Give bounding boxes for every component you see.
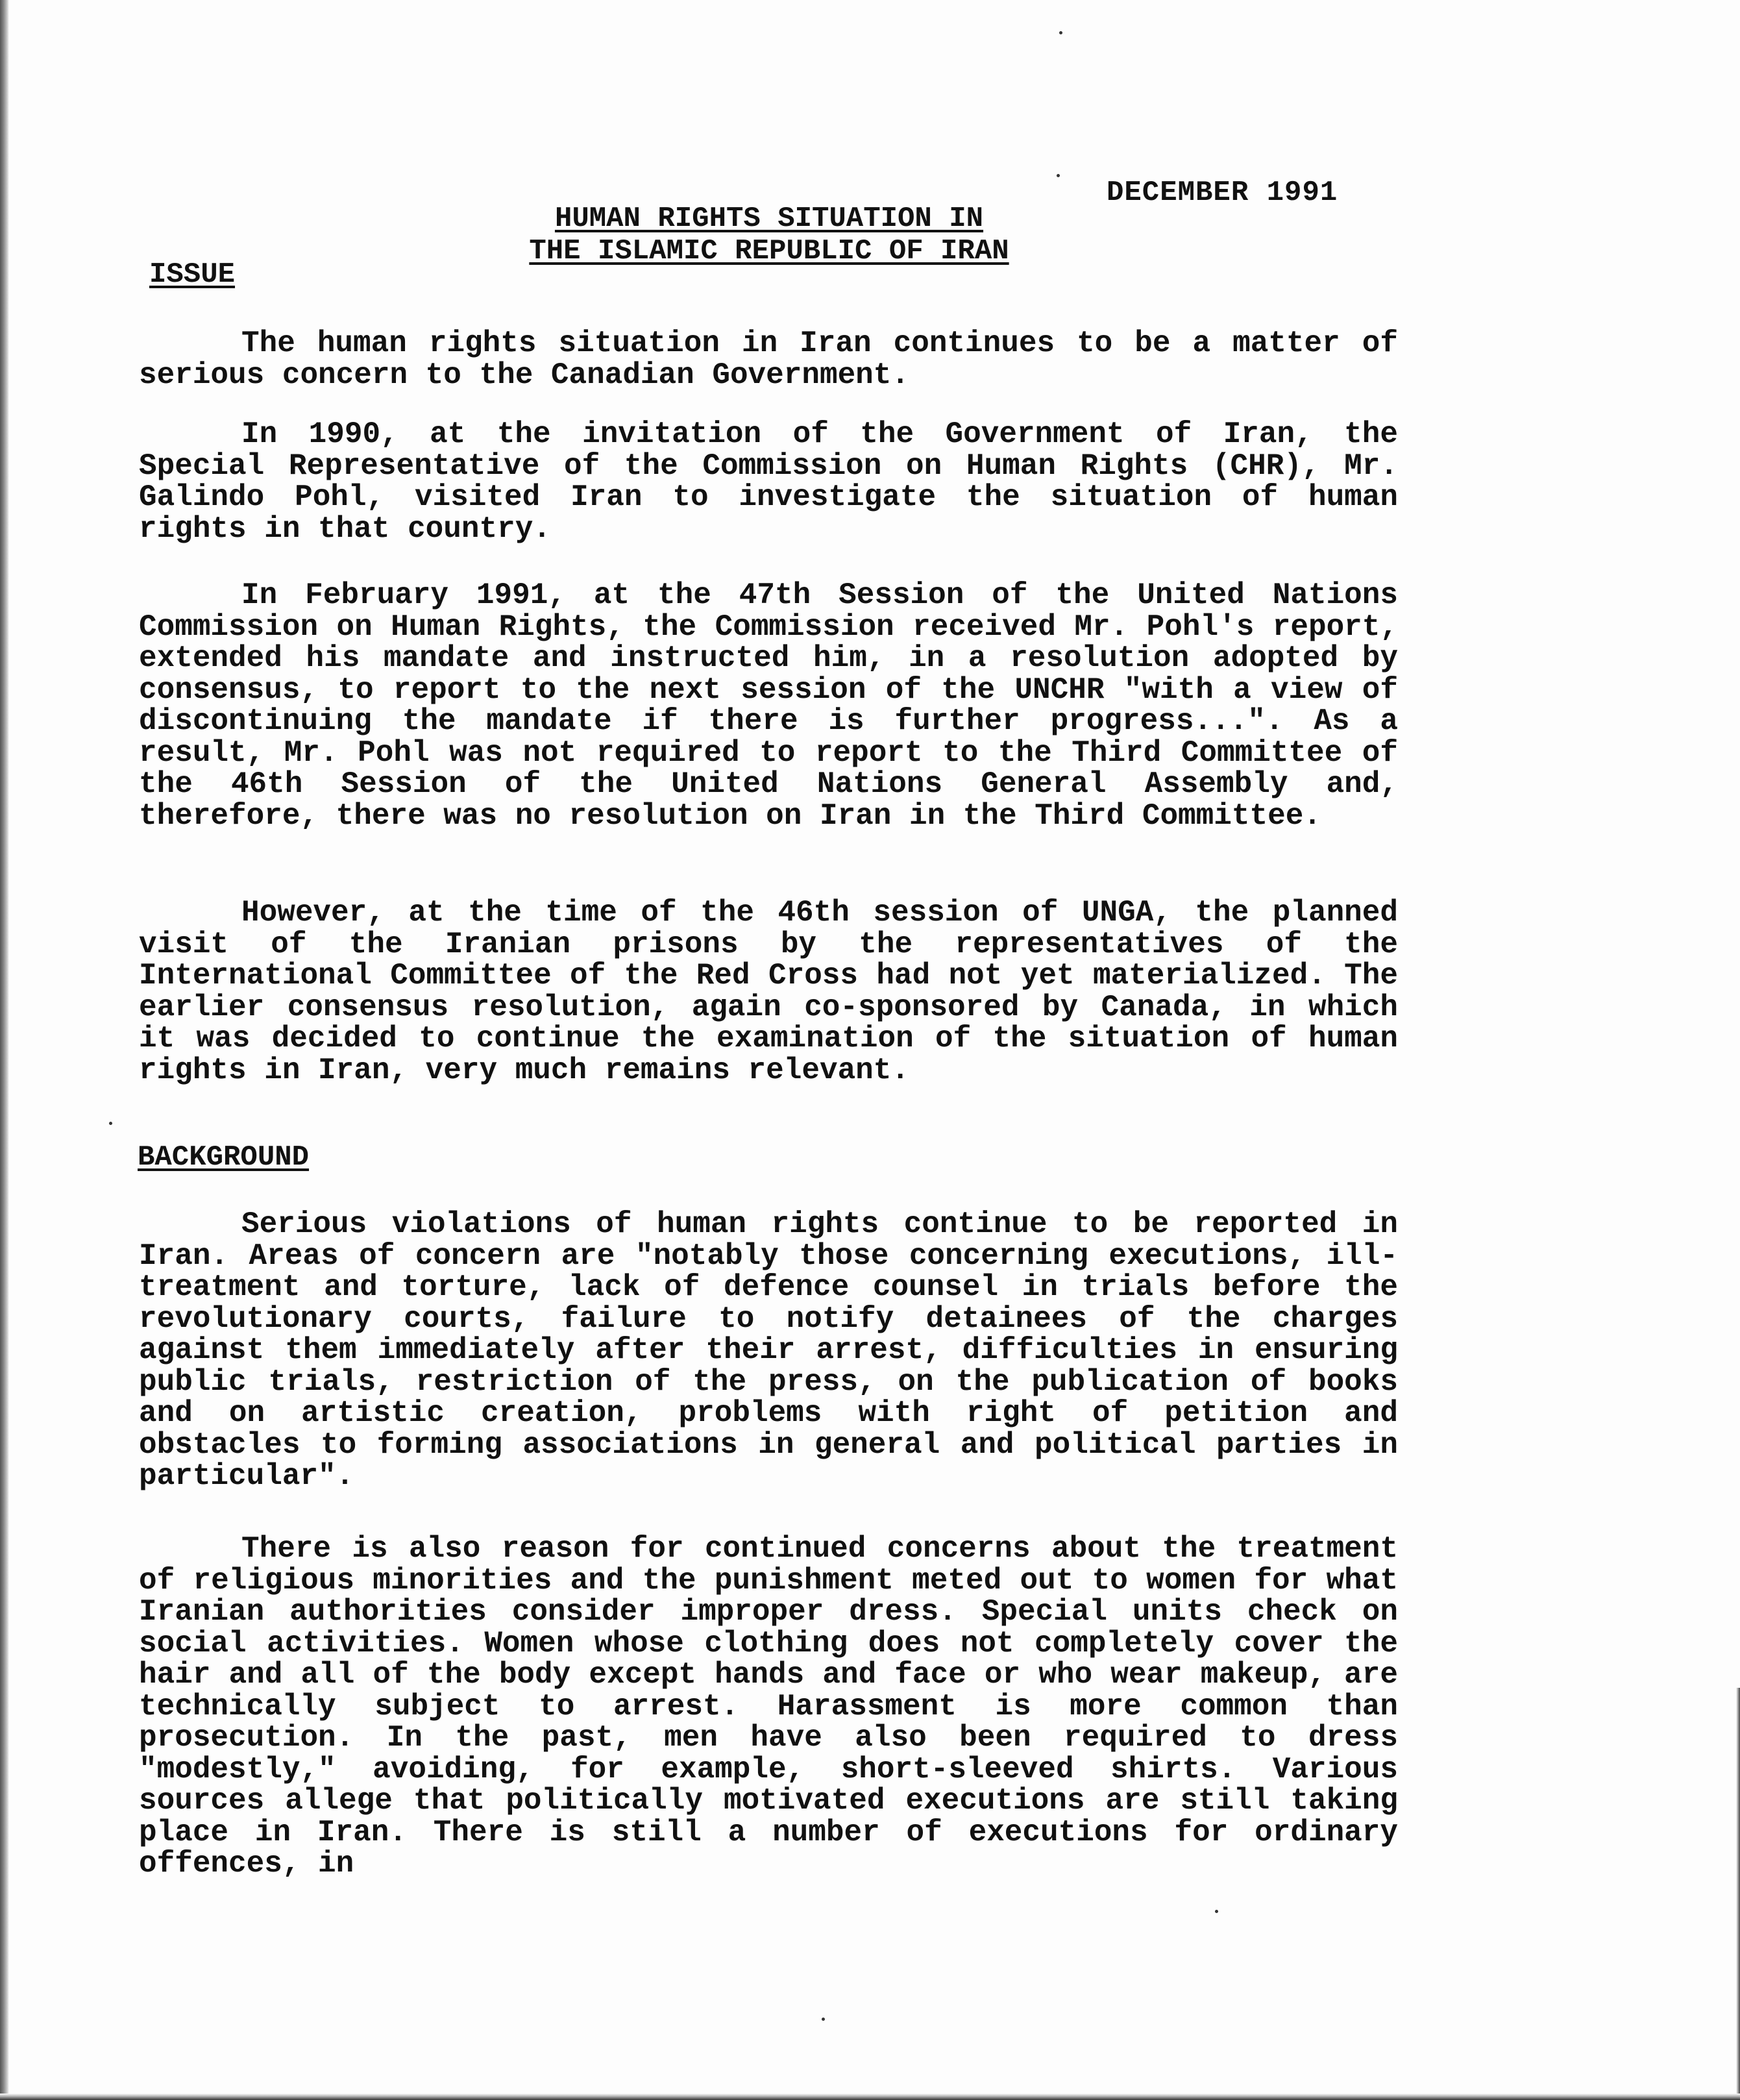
scan-edge-right <box>1736 1688 1740 2100</box>
scan-speck <box>1215 1910 1218 1913</box>
paragraph-6: There is also reason for continued concerns about the treatment of religious minorities and the punishment meted out to women for what Iranian authorities consider improper dress. Special units check on social activities. Women whose clothing does not completely cover the hair and all of the body except hands and face or who wear makeup, are technically subject to arrest. Harassment is more common than prosecution. In the past, men have also been required to dress "modestly," avoiding, for example, short-sleeved shirts. Various sources allege that politically motivated executions are still taking place in Iran. There is still a number of executions for ordinary offences, in <box>139 1532 1398 1881</box>
title-line-2: THE ISLAMIC REPUBLIC OF IRAN <box>529 235 1009 267</box>
document-title <box>493 203 1045 267</box>
paragraph-3: In February 1991, at the 47th Session of the United Nations Commission on Human Rights, the Commission received Mr. Pohl's report, extended his mandate and instructed him, in a resolution adopted by consensus, to report to the next session of the UNCHR "with a view of discontinuing the mandate if there is further progress...". As a result, Mr. Pohl was not required to report to the Third Committee of the 46th Session of the United Nations General Assembly and, therefore, there was no resolution on Iran in the Third Committee. <box>139 578 1398 833</box>
paragraph-1: The human rights situation in Iran continues to be a matter of serious concern to the Canadian Government. <box>139 327 1398 392</box>
scan-edge-left <box>0 0 9 2100</box>
scan-edge-bottom <box>0 2094 1740 2100</box>
paragraph-4: However, at the time of the 46th session of UNGA, the planned visit of the Iranian prisons by the representatives of the International Committee of the Red Cross had not yet materialized. The earlier consensus resolution, again co-sponsored by Canada, in which it was decided to continue the examination of the situation of human rights in Iran, very much remains relevant. <box>139 896 1398 1087</box>
section-heading-background: BACKGROUND <box>138 1141 310 1174</box>
document-date: DECEMBER 1991 <box>1107 177 1338 209</box>
title-line-1: HUMAN RIGHTS SITUATION IN <box>554 203 984 235</box>
section-heading-issue: ISSUE <box>149 258 236 291</box>
paragraph-2: In 1990, at the invitation of the Government of Iran, the Special Representative of the Commission on Human Rights (CHR), Mr. Galindo Pohl, visited Iran to investigate the situation of human rights in that country. <box>139 417 1398 546</box>
scan-speck <box>1057 174 1060 177</box>
scan-speck <box>822 2018 825 2021</box>
paragraph-5: Serious violations of human rights continue to be reported in Iran. Areas of concern are "notably those concerning executions, ill-treatment and torture, lack of defence counsel in trials before the revolutionary courts, failure to notify detainees of the charges against them immediately after their arrest, difficulties in ensuring public trials, restriction of the press, on the publication of books and on artistic creation, problems with right of petition and obstacles to forming associations in general and political parties in particular". <box>139 1207 1398 1493</box>
scan-speck <box>109 1122 112 1125</box>
scan-speck <box>1059 31 1062 34</box>
